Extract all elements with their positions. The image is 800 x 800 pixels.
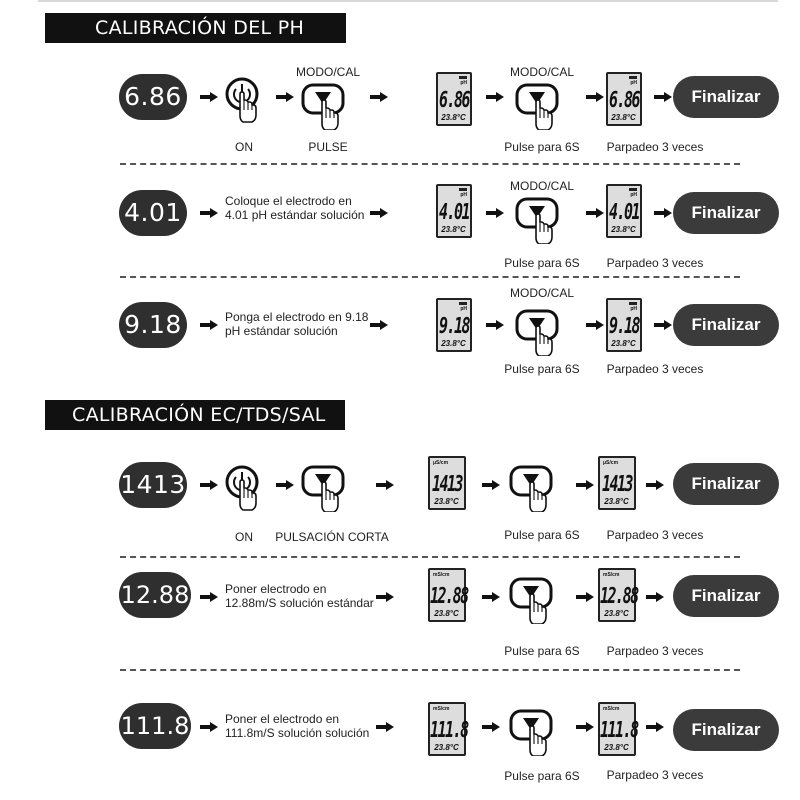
lcd-unit: mS/cm [433,706,450,712]
right-arrow-icon [376,722,394,732]
meter-display [606,298,642,352]
lcd-unit: pH [630,80,637,86]
mode-button-hand-icon [508,708,558,756]
lcd-temperature: 23.8°C [604,497,629,506]
mode-button-hand-icon [514,196,564,244]
on-label: ON [235,530,253,544]
right-arrow-icon [576,722,594,732]
lcd-temperature: 23.8°C [611,339,636,348]
blink-label: Parpadeo 3 veces [606,528,704,542]
lcd-unit: μS/cm [603,460,619,466]
right-arrow-icon [200,480,218,490]
meter-display [436,184,472,238]
power-button-hand-icon [222,76,266,126]
instruction-text: Coloque el electrodo en 4.01 pH estándar solución [225,194,365,222]
lcd-unit: pH [460,80,467,86]
lcd-temperature: 23.8°C [604,743,629,752]
right-arrow-icon [370,208,388,218]
blink-label: Parpadeo 3 veces [606,256,704,270]
power-button-hand-icon [222,464,266,514]
top-divider [38,0,778,2]
mode-button-hand-icon [508,464,558,512]
value-pill: 4.01 [119,190,187,236]
press-6s-label: Pulse para 6S [504,256,580,270]
mode-button-hand-icon [300,82,350,130]
lcd-temperature: 23.8°C [611,113,636,122]
lcd-temperature: 23.8°C [441,339,466,348]
lcd-temperature: 23.8°C [441,113,466,122]
finalize-button[interactable]: Finalizar [673,575,779,617]
value-pill: 9.18 [119,302,187,348]
lcd-main-value: 4.01 [608,198,640,225]
meter-display [598,568,636,622]
section-header-ec: CALIBRACIÓN EC/TDS/SAL [45,400,345,430]
finalize-button[interactable]: Finalizar [673,709,779,751]
meter-display [606,184,642,238]
right-arrow-icon [482,722,500,732]
value-pill: 6.86 [119,74,187,120]
meter-display [598,702,636,756]
lcd-main-value: 12.88 [430,582,468,609]
press-6s-label: Pulse para 6S [504,140,580,154]
value-pill: 111.8 [119,703,191,749]
right-arrow-icon [482,592,500,602]
lcd-temperature: 23.8°C [434,743,459,752]
section-header-ph: CALIBRACIÓN DEL PH [45,13,346,43]
right-arrow-icon [276,92,294,102]
lcd-main-value: 1413 [431,470,463,497]
right-arrow-icon [576,480,594,490]
right-arrow-icon [370,320,388,330]
lcd-main-value: 111.8 [600,716,638,743]
mode-cal-label: MODO/CAL [295,65,360,79]
short-press-label: PULSACIÓN CORTA [275,530,389,544]
blink-label: Parpadeo 3 veces [606,644,704,658]
lcd-unit: pH [630,192,637,198]
right-arrow-icon [276,480,294,490]
finalize-button[interactable]: Finalizar [673,463,779,505]
row-divider [120,669,740,671]
right-arrow-icon [370,92,388,102]
lcd-main-value: 1413 [601,470,633,497]
mode-cal-label: MODO/CAL [509,65,574,79]
value-pill: 1413 [119,462,187,508]
right-arrow-icon [586,92,604,102]
finalize-button[interactable]: Finalizar [673,76,779,118]
right-arrow-icon [586,208,604,218]
right-arrow-icon [654,92,672,102]
lcd-unit: pH [460,306,467,312]
row-divider [120,276,740,278]
mode-button-hand-icon [514,308,564,356]
lcd-main-value: 6.86 [438,86,470,113]
right-arrow-icon [486,92,504,102]
right-arrow-icon [482,480,500,490]
meter-display [436,298,472,352]
row-divider [120,556,740,558]
meter-display [598,456,636,510]
mode-cal-label: MODO/CAL [509,286,574,300]
lcd-temperature: 23.8°C [611,225,636,234]
lcd-temperature: 23.8°C [434,609,459,618]
lcd-unit: pH [460,192,467,198]
mode-button-hand-icon [508,576,558,624]
right-arrow-icon [200,92,218,102]
press-label: PULSE [308,140,348,154]
press-6s-label: Pulse para 6S [504,362,580,376]
press-6s-label: Pulse para 6S [504,528,580,542]
meter-display [428,568,466,622]
mode-button-hand-icon [514,82,564,130]
blink-label: Parpadeo 3 veces [606,768,704,782]
value-pill: 12.88 [119,572,191,618]
finalize-button[interactable]: Finalizar [673,192,779,234]
finalize-button[interactable]: Finalizar [673,304,779,346]
mode-cal-label: MODO/CAL [509,179,574,193]
instruction-text: Poner el electrodo en 111.8m/S solución solución [225,712,370,740]
lcd-main-value: 12.88 [600,582,638,609]
right-arrow-icon [200,208,218,218]
blink-label: Parpadeo 3 veces [606,362,704,376]
lcd-main-value: 9.18 [438,312,470,339]
right-arrow-icon [200,320,218,330]
lcd-main-value: 4.01 [438,198,470,225]
right-arrow-icon [376,592,394,602]
lcd-main-value: 111.8 [430,716,468,743]
right-arrow-icon [486,320,504,330]
on-label: ON [235,140,253,154]
lcd-temperature: 23.8°C [434,497,459,506]
meter-display [436,72,472,126]
instruction-text: Ponga el electrodo en 9.18 pH estándar solución [225,310,369,338]
lcd-unit: μS/cm [433,460,449,466]
lcd-main-value: 9.18 [608,312,640,339]
blink-label: Parpadeo 3 veces [606,140,704,154]
right-arrow-icon [654,320,672,330]
right-arrow-icon [654,208,672,218]
right-arrow-icon [486,208,504,218]
lcd-unit: mS/cm [433,572,450,578]
lcd-temperature: 23.8°C [604,609,629,618]
meter-display [428,456,466,510]
right-arrow-icon [376,480,394,490]
lcd-unit: mS/cm [603,706,620,712]
right-arrow-icon [586,320,604,330]
right-arrow-icon [646,480,664,490]
lcd-temperature: 23.8°C [441,225,466,234]
right-arrow-icon [200,722,218,732]
lcd-unit: pH [630,306,637,312]
meter-display [606,72,642,126]
right-arrow-icon [576,592,594,602]
right-arrow-icon [200,592,218,602]
instruction-text: Poner electrodo en 12.88m/S solución estándar [225,582,374,610]
lcd-main-value: 6.86 [608,86,640,113]
row-divider [120,163,740,165]
lcd-unit: mS/cm [603,572,620,578]
right-arrow-icon [646,592,664,602]
press-6s-label: Pulse para 6S [504,644,580,658]
mode-button-hand-icon [300,464,350,512]
meter-display [428,702,466,756]
press-6s-label: Pulse para 6S [504,769,580,783]
right-arrow-icon [646,722,664,732]
